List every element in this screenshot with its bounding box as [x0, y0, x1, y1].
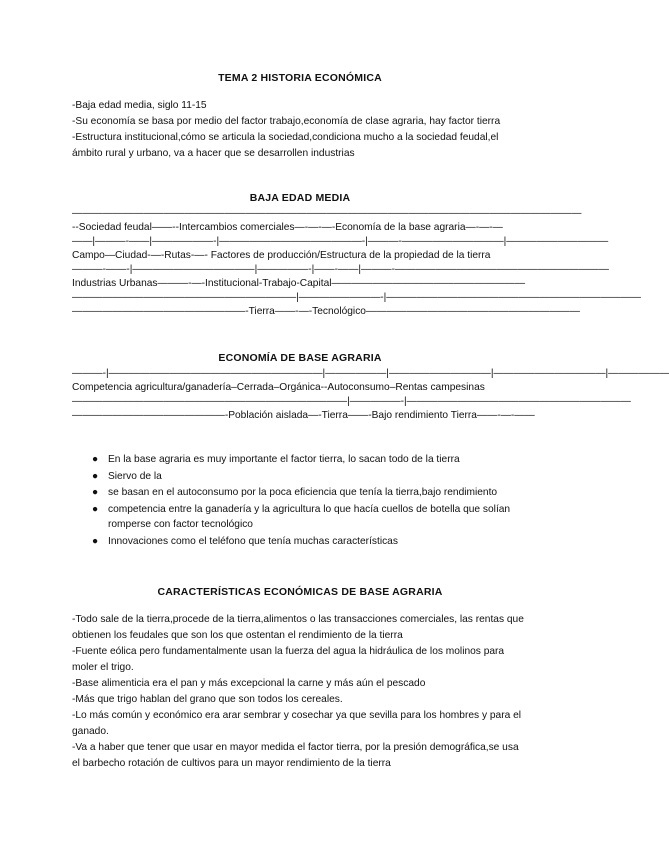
characteristic-line: -Más que trigo hablan del grano que son todos los cereales.: [72, 694, 343, 705]
diagram-line: Competencia agricultura/ganadería–Cerrada–Orgánica--Autoconsumo–Rentas campesinas: [72, 382, 485, 393]
diagram-line: Industrias Urbanas———-—-Institucional-Trabajo-Capital———————————————————: [72, 278, 526, 289]
characteristic-line: -Fuente eólica pero fundamentalmente usan la fuerza del agua la hidráulica de los molinos para moler el trigo.: [72, 646, 505, 673]
intro-block: [72, 98, 527, 162]
diagram-line: ——|———-——|——————-|——————————————-|———-——————————|——————————: [72, 236, 609, 247]
diagram-line: —————————————————-Tierra——-—-Tecnológico—————————————————————: [72, 306, 580, 317]
diagram-line: Campo—Ciudad-—-Rutas-—- Factores de producción/Estructura de la propiedad de la tierra: [72, 250, 491, 261]
intro-line: -Baja edad media, siglo 11-15: [72, 100, 207, 111]
section-title-caracteristicas: CARACTERÍSTICAS ECONÓMICAS DE BASE AGRARIA: [157, 586, 443, 598]
diagram-line: ———————————————-Población aislada—-Tierra——-Bajo rendimiento Tierra——-—-——: [72, 410, 535, 421]
characteristic-line: -Todo sale de la tierra,procede de la tierra,alimentos o las transacciones comerciales, las rentas que obtienen los feudales que son los que ostentan el rendimiento de la tierra: [72, 614, 524, 641]
characteristic-line: -Lo más común y económico era arar sembrar y cosechar ya que sevilla para los hombres y para el ganado.: [72, 710, 522, 737]
bullet-icon: ●: [92, 454, 99, 465]
main-title: TEMA 2 HISTORIA ECONÓMICA: [218, 72, 382, 84]
bullet-list: [92, 452, 532, 550]
diagram-line: ———————————————————————————|—————-|——————————————————————: [72, 396, 631, 407]
characteristic-line: -Base alimenticia era el pan y más excepcional la carne y más aún el pescado: [72, 678, 426, 689]
diagram-line: ——————————————————————|————————-|—————————————————————————: [72, 292, 641, 303]
intro-line: -Su economía se basa por medio del factor trabajo,economía de clase agraria, hay factor tierra: [72, 116, 501, 127]
list-item: ● se basan en el autoconsumo por la poca eficiencia que tenía la tierra,bajo rendimiento: [92, 485, 532, 501]
diagram-line: ———-——-|————————————|—————-|——-——|———-—————————————————————: [72, 264, 609, 275]
section-title-baja-edad-media: BAJA EDAD MEDIA: [249, 192, 351, 204]
list-item: ● En la base agraria es muy importante el factor tierra, lo sacan todo de la tierra: [92, 452, 532, 468]
diagram-line: ———-|—————————————————————|——————|——————————|———————————|——————: [72, 368, 669, 379]
diagram-line: ——————————————————————————————————————————————————: [72, 208, 582, 219]
diagram-line: --Sociedad feudal——--Intercambios comerciales—-—-—-Economía de la base agraria—-—-—: [72, 222, 503, 233]
section-title-economia-base-agraria: ECONOMÍA DE BASE AGRARIA: [218, 352, 382, 364]
bullet-icon: ●: [92, 503, 99, 515]
bullet-icon: ●: [92, 470, 99, 482]
characteristics-block: [72, 612, 527, 772]
list-item: ● Siervo de la: [92, 469, 532, 485]
bullet-icon: ●: [92, 487, 99, 498]
list-item: ● Innovaciones como el teléfono que tenía muchas características: [92, 534, 532, 550]
intro-line: -Estructura institucional,cómo se articula la sociedad,condiciona mucho a la sociedad feudal,el ámbito rural y urbano, va a hacer que se desarrollen industrias: [72, 132, 499, 159]
characteristic-line: -Va a haber que tener que usar en mayor medida el factor tierra, por la presión demográfica,se usa el barbecho rotación de cultivos para un mayor rendimiento de la tierra: [72, 742, 519, 769]
list-item: ● competencia entre la ganadería y la agricultura lo que hacía cuellos de botella que solían romperse con factor tecnológico: [92, 503, 511, 530]
bullet-icon: ●: [92, 535, 99, 547]
